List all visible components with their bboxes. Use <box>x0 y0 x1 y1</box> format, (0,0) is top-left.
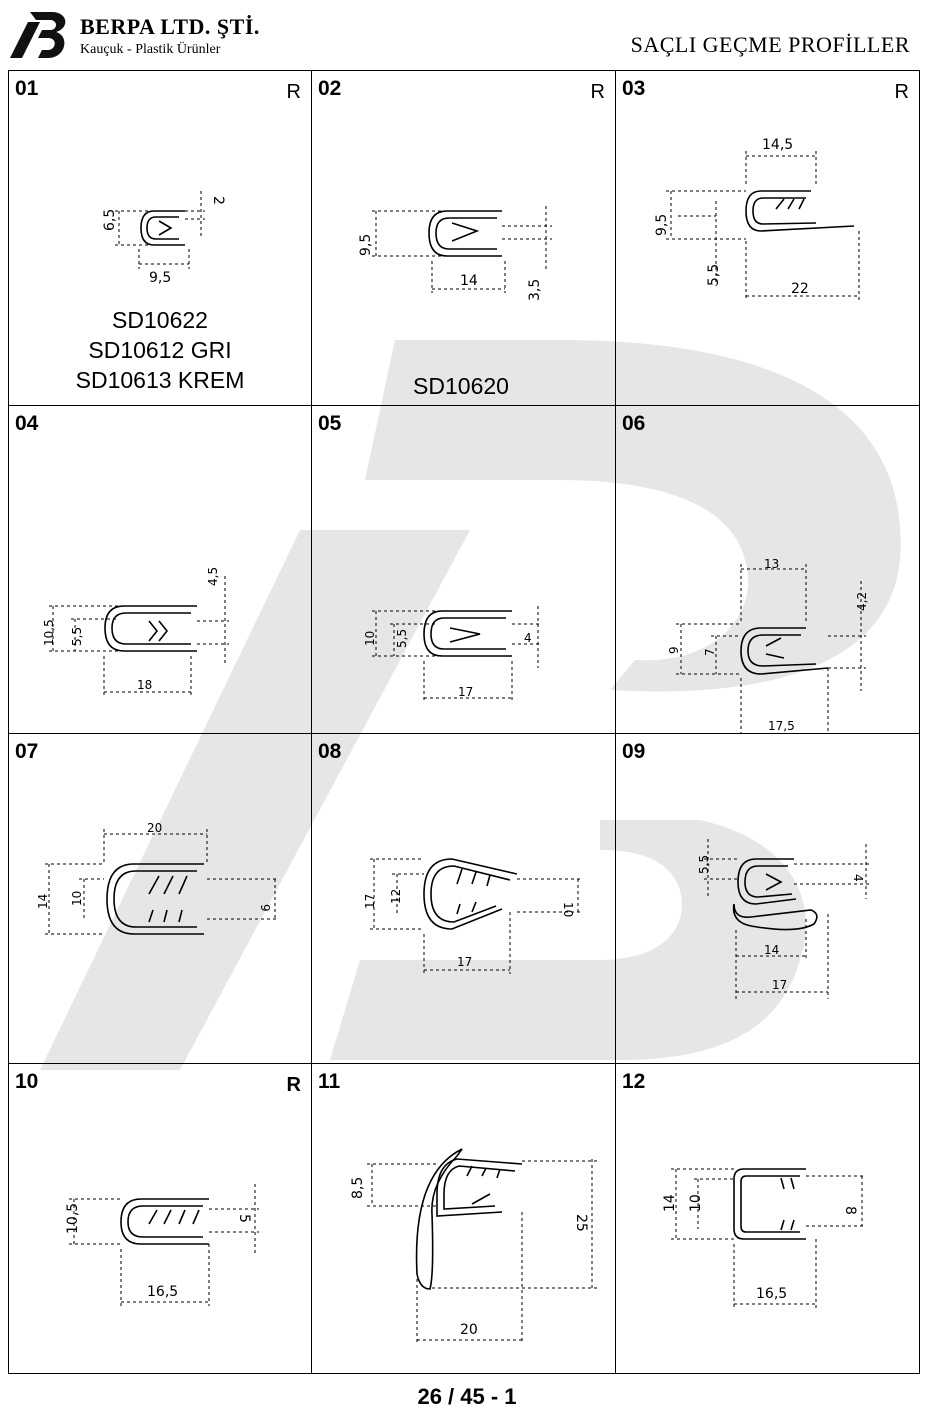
dim-label: 14 <box>764 943 780 957</box>
product-code: SD10613 KREM <box>75 367 245 393</box>
dim-label: 22 <box>791 281 809 297</box>
dim-label: 13 <box>764 557 780 571</box>
profile-grid <box>8 70 920 1374</box>
dim-label: 4,5 <box>206 566 220 586</box>
profile-cell-08 <box>312 734 616 1064</box>
dim-label: 4 <box>851 874 865 882</box>
profile-drawing <box>616 1064 919 1373</box>
profile-cell-02 <box>312 71 616 406</box>
cell-r-mark: R <box>894 81 909 103</box>
profile-cell-10 <box>9 1064 312 1373</box>
profile-drawing <box>9 406 312 734</box>
profile-drawing <box>616 734 919 1064</box>
profile-drawing <box>312 406 616 734</box>
cell-r-mark: R <box>286 81 301 103</box>
profile-cell-09 <box>616 734 919 1064</box>
dim-label: 5,5 <box>697 854 711 874</box>
company-subtitle: Kauçuk - Plastik Ürünler <box>80 42 221 57</box>
cell-number: 03 <box>622 77 646 100</box>
cell-number: 10 <box>15 1070 39 1093</box>
profile-cell-01 <box>9 71 312 406</box>
dim-label: 16,5 <box>756 1286 788 1302</box>
dim-label: 17 <box>457 955 473 969</box>
cell-number: 01 <box>15 77 39 100</box>
profile-drawing <box>9 734 312 1064</box>
dim-label: 14,5 <box>762 137 794 153</box>
dim-label: 10 <box>70 890 84 906</box>
profile-cell-04 <box>9 406 312 734</box>
dim-label: 5,5 <box>395 628 409 648</box>
dim-label: 5,5 <box>70 626 84 646</box>
profile-drawing <box>312 71 616 406</box>
cell-number: 12 <box>622 1070 646 1093</box>
cell-number: 08 <box>318 740 342 763</box>
profile-cell-11 <box>312 1064 616 1373</box>
dim-label: 10,5 <box>42 619 56 646</box>
dim-label: 7 <box>703 648 717 656</box>
cell-number: 07 <box>15 740 39 763</box>
dim-label: 18 <box>137 678 153 692</box>
berpa-logo-icon <box>8 10 72 62</box>
product-codes <box>307 371 615 401</box>
dim-label: 14 <box>36 893 50 909</box>
dim-label: 9 <box>667 646 681 654</box>
profile-drawing <box>616 406 919 734</box>
dim-label: 5,5 <box>706 263 722 286</box>
product-code: SD10622 <box>112 307 208 333</box>
dim-label: 9,5 <box>358 233 374 256</box>
dim-label: 2 <box>210 196 226 205</box>
cell-number: 04 <box>15 412 39 435</box>
dim-label: 9,5 <box>654 213 670 236</box>
profile-drawing <box>312 734 616 1064</box>
dim-label: 25 <box>573 1214 589 1232</box>
dim-label: 10,5 <box>65 1202 81 1234</box>
dim-label: 10 <box>561 902 575 918</box>
dim-label: 17 <box>458 685 474 699</box>
dim-label: 12 <box>389 888 403 904</box>
cell-number: 06 <box>622 412 646 435</box>
dim-label: 14 <box>460 273 478 289</box>
dim-label: 16,5 <box>147 1284 179 1300</box>
dim-label: 5 <box>236 1214 252 1223</box>
profile-drawing <box>616 71 919 406</box>
dim-label: 14 <box>662 1194 678 1212</box>
dim-label: 17 <box>772 978 788 992</box>
dim-label: 8 <box>842 1206 858 1215</box>
cell-r-mark: R <box>286 1074 301 1096</box>
dim-label: 4 <box>524 631 532 645</box>
cell-number: 09 <box>622 740 646 763</box>
profile-cell-12 <box>616 1064 919 1373</box>
product-code: SD10612 GRI <box>88 337 232 363</box>
company-name: BERPA LTD. ŞTİ. <box>80 14 260 39</box>
profile-cell-07 <box>9 734 312 1064</box>
product-codes <box>9 305 311 395</box>
profile-cell-03 <box>616 71 919 406</box>
profile-cell-05 <box>312 406 616 734</box>
dim-label: 10 <box>688 1194 704 1212</box>
dim-label: 9,5 <box>149 270 172 286</box>
cell-number: 11 <box>318 1070 341 1093</box>
profile-drawing <box>312 1064 616 1373</box>
dim-label: 6,5 <box>102 208 118 231</box>
dim-label: 9 <box>258 904 272 912</box>
dim-label: 8,5 <box>350 1176 366 1199</box>
cell-number: 05 <box>318 412 342 435</box>
product-code: SD10620 <box>413 373 509 399</box>
dim-label: 20 <box>460 1322 478 1338</box>
cell-number: 02 <box>318 77 342 100</box>
dim-label: 10 <box>363 630 377 646</box>
page-header <box>0 0 934 70</box>
page-number: 26 / 45 - 1 <box>417 1384 517 1409</box>
dim-label: 3,5 <box>527 278 543 301</box>
dim-label: 17 <box>363 893 377 909</box>
cell-r-mark: R <box>590 81 605 103</box>
document-title: SAÇLI GEÇME PROFİLLER <box>630 32 910 57</box>
dim-label: 17,5 <box>768 719 795 733</box>
dim-label: 20 <box>147 821 163 835</box>
profile-cell-06 <box>616 406 919 734</box>
profile-drawing <box>9 1064 312 1373</box>
dim-label: 4,2 <box>855 591 869 611</box>
